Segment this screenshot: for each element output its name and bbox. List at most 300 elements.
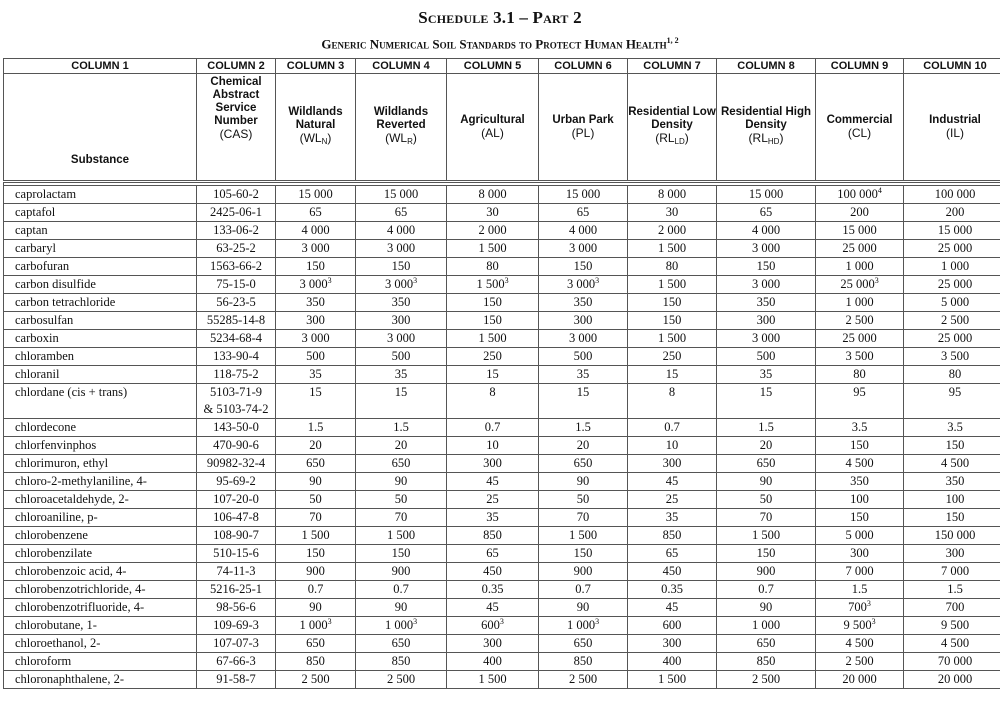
- standard-value-cell: [717, 581, 816, 599]
- standard-value: 15 000: [566, 187, 600, 201]
- standard-value: 150: [946, 438, 965, 452]
- standard-value: 1 500: [658, 331, 686, 345]
- standard-value-cell: [628, 222, 717, 240]
- standard-value-cell: [539, 527, 628, 545]
- standard-value: 150: [483, 295, 502, 309]
- table-row: [4, 419, 1000, 437]
- standard-value-cell: [447, 186, 539, 204]
- standard-value-cell: [904, 509, 1000, 527]
- header-label: Residential High Density: [721, 106, 811, 131]
- standard-value-cell: [904, 258, 1000, 276]
- standard-value-cell: [904, 473, 1000, 491]
- standard-value-cell: [717, 384, 816, 419]
- standard-value-cell: [628, 437, 717, 455]
- standard-value: 25 000: [842, 331, 876, 345]
- standard-value: 3 500: [845, 349, 873, 363]
- standard-value-cell: [447, 653, 539, 671]
- standard-value-cell: [628, 455, 717, 473]
- standard-value-cell: [447, 384, 539, 419]
- standard-value: 90: [395, 474, 408, 488]
- standard-value: 250: [663, 349, 682, 363]
- cas-number: 107-07-3: [197, 635, 275, 652]
- standard-value-cell: [356, 330, 447, 348]
- table-row: [4, 473, 1000, 491]
- column-number-1: COLUMN 1: [4, 59, 197, 74]
- footnote-marker: 3: [413, 276, 417, 285]
- standard-value-cell: [628, 581, 717, 599]
- standard-value: 95: [949, 385, 962, 399]
- standard-value-cell: [356, 276, 447, 294]
- standard-value: 80: [486, 259, 499, 273]
- standard-value-cell: [816, 186, 904, 204]
- standard-value: 15 000: [749, 187, 783, 201]
- standard-value-cell: [628, 419, 717, 437]
- standard-value-cell: [447, 258, 539, 276]
- standard-value-cell: [539, 276, 628, 294]
- standard-value: 3 000: [301, 331, 329, 345]
- standard-value-cell: [628, 258, 717, 276]
- standard-value: 90: [309, 600, 322, 614]
- table-row: [4, 294, 1000, 312]
- standard-value: 0.35: [482, 582, 504, 596]
- header-abbreviation: (PL): [539, 127, 627, 140]
- standard-value-cell: [816, 204, 904, 222]
- standard-value: 450: [663, 564, 682, 578]
- standard-value-cell: [539, 581, 628, 599]
- standard-value: 300: [483, 456, 502, 470]
- standard-value: 50: [760, 492, 773, 506]
- standard-value-cell: [276, 366, 356, 384]
- standard-value: 0.7: [308, 582, 324, 596]
- standard-value: 9 500: [941, 618, 969, 632]
- standard-value-cell: [276, 222, 356, 240]
- standard-value: 15: [760, 385, 773, 399]
- cas-number: 143-50-0: [197, 419, 275, 436]
- standard-value: 1 000: [941, 259, 969, 273]
- standard-value: 90: [309, 474, 322, 488]
- standard-value-cell: [447, 204, 539, 222]
- table-row: [4, 635, 1000, 653]
- table-row: [4, 599, 1000, 617]
- standard-value-cell: [816, 599, 904, 617]
- standard-value: 900: [574, 564, 593, 578]
- substance-cell: captafol: [4, 204, 197, 222]
- standard-value: 25 000: [938, 331, 972, 345]
- standard-value-cell: [628, 348, 717, 366]
- standard-value-cell: [816, 276, 904, 294]
- column-number-10: COLUMN 10: [904, 59, 1000, 74]
- standard-value: 20: [577, 438, 590, 452]
- abbr-subscript: LD: [675, 137, 685, 146]
- column-number-2: COLUMN 2: [197, 59, 276, 74]
- standard-value: 20: [395, 438, 408, 452]
- standard-value-cell: [717, 491, 816, 509]
- standard-value: 1 000: [752, 618, 780, 632]
- standard-value: 1 500: [301, 528, 329, 542]
- standard-value-cell: [356, 240, 447, 258]
- standard-value: 3 000: [567, 277, 595, 291]
- substance-cell: captan: [4, 222, 197, 240]
- standard-value: 150: [392, 259, 411, 273]
- standard-value-cell: [628, 671, 717, 689]
- standard-value-cell: [904, 653, 1000, 671]
- standard-value-cell: [816, 366, 904, 384]
- standard-value-cell: [276, 563, 356, 581]
- standard-value: 3 500: [941, 349, 969, 363]
- standard-value: 1 500: [752, 528, 780, 542]
- standard-value: 45: [666, 474, 679, 488]
- standard-value: 850: [757, 654, 776, 668]
- table-row: [4, 653, 1000, 671]
- standard-value-cell: [276, 545, 356, 563]
- substance-cell: chloranil: [4, 366, 197, 384]
- substance-cell: carbon tetrachloride: [4, 294, 197, 312]
- standard-value: 3 000: [752, 241, 780, 255]
- standard-value-cell: [717, 635, 816, 653]
- substance-cell: chlorobenzilate: [4, 545, 197, 563]
- standard-value: 3 000: [752, 277, 780, 291]
- standard-value: 65: [666, 546, 679, 560]
- standard-value-cell: [904, 635, 1000, 653]
- standard-value: 10: [486, 438, 499, 452]
- standard-value-cell: [356, 617, 447, 635]
- standard-value: 300: [392, 313, 411, 327]
- substance-cell: chlorobenzotrichloride, 4-: [4, 581, 197, 599]
- standard-value-cell: [904, 671, 1000, 689]
- standard-value: 0.7: [758, 582, 774, 596]
- cas-number: 1563-66-2: [197, 258, 275, 275]
- standard-value: 35: [577, 367, 590, 381]
- standard-value: 500: [392, 349, 411, 363]
- standard-value-cell: [447, 366, 539, 384]
- standard-value: 400: [483, 654, 502, 668]
- cas-cell: [197, 509, 276, 527]
- standard-value-cell: [356, 653, 447, 671]
- abbr-text: CAS: [224, 127, 249, 141]
- standard-value-cell: [276, 348, 356, 366]
- standard-value-cell: [447, 437, 539, 455]
- standard-value: 15 000: [298, 187, 332, 201]
- standard-value-cell: [356, 599, 447, 617]
- standard-value-cell: [628, 563, 717, 581]
- footnote-marker: 3: [328, 617, 332, 626]
- standard-value: 90: [760, 600, 773, 614]
- substance-cell: carbaryl: [4, 240, 197, 258]
- standard-value: 20: [309, 438, 322, 452]
- standard-value-cell: [628, 294, 717, 312]
- column-header-1: [4, 74, 197, 182]
- standard-value: 7 000: [941, 564, 969, 578]
- standard-value-cell: [539, 545, 628, 563]
- standard-value-cell: [628, 599, 717, 617]
- standard-value: 70: [577, 510, 590, 524]
- standard-value: 15: [486, 367, 499, 381]
- standard-value: 35: [486, 510, 499, 524]
- standard-value: 150: [574, 546, 593, 560]
- standard-value-cell: [816, 563, 904, 581]
- standard-value-cell: [628, 617, 717, 635]
- standard-value: 4 500: [941, 456, 969, 470]
- column-header-row: [4, 74, 1000, 182]
- standard-value-cell: [816, 671, 904, 689]
- footnote-marker: 3: [413, 617, 417, 626]
- standard-value-cell: [356, 581, 447, 599]
- abbr-subscript: R: [407, 137, 413, 146]
- standard-value-cell: [447, 509, 539, 527]
- cas-cell: [197, 222, 276, 240]
- standard-value: 650: [757, 456, 776, 470]
- soil-standards-table: [3, 58, 1000, 689]
- standard-value: 25: [486, 492, 499, 506]
- standard-value-cell: [356, 186, 447, 204]
- standard-value-cell: [816, 330, 904, 348]
- cas-number: 95-69-2: [197, 473, 275, 490]
- standard-value-cell: [816, 473, 904, 491]
- standard-value: 3 000: [752, 331, 780, 345]
- table-row: [4, 366, 1000, 384]
- standard-value: 1.5: [308, 420, 324, 434]
- standard-value: 400: [663, 654, 682, 668]
- standard-value: 5 000: [941, 295, 969, 309]
- standard-value-cell: [539, 294, 628, 312]
- standard-value: 150: [663, 295, 682, 309]
- standard-value: 850: [392, 654, 411, 668]
- standard-value-cell: [628, 276, 717, 294]
- standard-value: 1.5: [393, 420, 409, 434]
- standard-value: 300: [946, 546, 965, 560]
- cas-cell: [197, 671, 276, 689]
- subtitle-text: Generic Numerical Soil Standards to Protect Human Health: [321, 36, 666, 51]
- standard-value-cell: [447, 240, 539, 258]
- standard-value: 25 000: [842, 241, 876, 255]
- table-row: [4, 258, 1000, 276]
- standard-value: 2 500: [845, 313, 873, 327]
- standard-value-cell: [276, 599, 356, 617]
- standard-value: 650: [392, 456, 411, 470]
- standard-value-cell: [356, 348, 447, 366]
- standard-value-cell: [717, 276, 816, 294]
- header-label: Commercial: [827, 114, 893, 126]
- cas-cell: [197, 545, 276, 563]
- standard-value-cell: [356, 563, 447, 581]
- standard-value: 3 000: [387, 241, 415, 255]
- document-subtitle: [0, 36, 1000, 56]
- header-abbreviation: (IL): [904, 127, 1000, 140]
- standard-value: 3 000: [569, 241, 597, 255]
- cas-cell: [197, 330, 276, 348]
- standard-value: 30: [486, 205, 499, 219]
- standard-value: 350: [946, 474, 965, 488]
- standard-value-cell: [539, 473, 628, 491]
- standard-value-cell: [816, 258, 904, 276]
- standard-value: 35: [309, 367, 322, 381]
- standard-value-cell: [447, 527, 539, 545]
- standard-value-cell: [628, 312, 717, 330]
- cas-cell: [197, 527, 276, 545]
- substance-cell: chlorfenvinphos: [4, 437, 197, 455]
- standard-value-cell: [539, 186, 628, 204]
- header-abbreviation: $(WL_R)$: [356, 132, 446, 148]
- column-header-10: [904, 74, 1000, 182]
- standard-value: 350: [850, 474, 869, 488]
- standard-value: 4 500: [845, 636, 873, 650]
- standard-value-cell: [816, 527, 904, 545]
- standard-value-cell: [717, 294, 816, 312]
- standard-value: 80: [949, 367, 962, 381]
- standard-value: 8: [669, 385, 675, 399]
- standard-value: 8: [489, 385, 495, 399]
- standard-value: 80: [666, 259, 679, 273]
- cas-number: 2425-06-1: [197, 204, 275, 221]
- standard-value-cell: [717, 240, 816, 258]
- standard-value-cell: [717, 653, 816, 671]
- standard-value-cell: [717, 366, 816, 384]
- standard-value: 2 500: [387, 672, 415, 686]
- standard-value: 150 000: [935, 528, 976, 542]
- standard-value-cell: [356, 312, 447, 330]
- table-row: [4, 545, 1000, 563]
- standard-value-cell: [904, 581, 1000, 599]
- standard-value: 70 000: [938, 654, 972, 668]
- table-row: [4, 222, 1000, 240]
- standard-value: 350: [306, 295, 325, 309]
- header-abbreviation: (CL): [816, 127, 903, 140]
- cas-cell: [197, 491, 276, 509]
- standard-value-cell: [539, 437, 628, 455]
- standard-value: 1 500: [476, 277, 504, 291]
- footnote-marker: 3: [875, 276, 879, 285]
- standard-value-cell: [717, 617, 816, 635]
- standard-value-cell: [356, 366, 447, 384]
- standard-value: 600: [481, 618, 500, 632]
- footnote-marker: 3: [867, 599, 871, 608]
- standard-value-cell: [717, 204, 816, 222]
- standard-value-cell: [356, 258, 447, 276]
- standard-value-cell: [816, 312, 904, 330]
- standard-value: 1 500: [478, 241, 506, 255]
- substance-cell: carbofuran: [4, 258, 197, 276]
- standard-value: 300: [757, 313, 776, 327]
- standard-value-cell: [628, 653, 717, 671]
- standard-value-cell: [276, 527, 356, 545]
- column-header-6: [539, 74, 628, 182]
- standard-value-cell: [628, 240, 717, 258]
- standard-value: 20 000: [842, 672, 876, 686]
- standard-value-cell: [904, 222, 1000, 240]
- standard-value-cell: [276, 581, 356, 599]
- standard-value: 500: [757, 349, 776, 363]
- cas-number-secondary: & 5103-74-2: [197, 401, 275, 418]
- standard-value-cell: [717, 348, 816, 366]
- standard-value-cell: [717, 419, 816, 437]
- standard-value-cell: [447, 617, 539, 635]
- standard-value-cell: [904, 545, 1000, 563]
- standard-value-cell: [276, 330, 356, 348]
- standard-value: 650: [306, 636, 325, 650]
- cas-cell: [197, 617, 276, 635]
- standard-value: 650: [306, 456, 325, 470]
- standard-value: 15: [666, 367, 679, 381]
- standard-value: 50: [309, 492, 322, 506]
- standard-value-cell: [904, 330, 1000, 348]
- standard-value: 450: [483, 564, 502, 578]
- standard-value-cell: [447, 473, 539, 491]
- standard-value: 1.5: [852, 582, 868, 596]
- table-row: [4, 204, 1000, 222]
- footnote-marker: 3: [505, 276, 509, 285]
- standard-value-cell: [904, 384, 1000, 419]
- standard-value-cell: [717, 563, 816, 581]
- standard-value-cell: [276, 204, 356, 222]
- standard-value: 3 000: [385, 277, 413, 291]
- table-row: [4, 491, 1000, 509]
- standard-value-cell: [717, 222, 816, 240]
- standard-value: 25 000: [938, 277, 972, 291]
- cas-number: 55285-14-8: [197, 312, 275, 329]
- column-number-5: COLUMN 5: [447, 59, 539, 74]
- cas-cell: [197, 599, 276, 617]
- cas-cell: [197, 276, 276, 294]
- table-row: [4, 437, 1000, 455]
- cas-number: 75-15-0: [197, 276, 275, 293]
- header-label: Urban Park: [552, 114, 613, 126]
- standard-value-cell: [628, 473, 717, 491]
- standard-value: 65: [309, 205, 322, 219]
- standard-value: 70: [395, 510, 408, 524]
- standard-value-cell: [628, 509, 717, 527]
- standard-value-cell: [539, 455, 628, 473]
- standard-value-cell: [816, 545, 904, 563]
- standard-value-cell: [356, 527, 447, 545]
- standard-value-cell: [816, 240, 904, 258]
- standard-value-cell: [276, 186, 356, 204]
- cas-cell: [197, 635, 276, 653]
- table-row: [4, 312, 1000, 330]
- table-row: [4, 186, 1000, 204]
- substance-cell: chlordecone: [4, 419, 197, 437]
- standard-value-cell: [276, 240, 356, 258]
- cas-number: 5234-68-4: [197, 330, 275, 347]
- standard-value: 0.7: [393, 582, 409, 596]
- standard-value: 600: [663, 618, 682, 632]
- standard-value: 650: [574, 456, 593, 470]
- standard-value: 500: [306, 349, 325, 363]
- column-header-4: [356, 74, 447, 182]
- standard-value-cell: [717, 545, 816, 563]
- table-row: [4, 455, 1000, 473]
- standard-value: 35: [760, 367, 773, 381]
- table-row: [4, 330, 1000, 348]
- standard-value: 2 500: [941, 313, 969, 327]
- standard-value-cell: [276, 635, 356, 653]
- standard-value-cell: [276, 258, 356, 276]
- substance-cell: chlorobenzene: [4, 527, 197, 545]
- subtitle-footnote: 1, 2: [667, 36, 679, 45]
- standard-value: 2 500: [845, 654, 873, 668]
- table-row: [4, 276, 1000, 294]
- standard-value: 1.5: [575, 420, 591, 434]
- cas-number: 106-47-8: [197, 509, 275, 526]
- standard-value-cell: [356, 384, 447, 419]
- abbr-text: WL: [304, 131, 322, 145]
- standard-value: 1 000: [845, 259, 873, 273]
- header-label: Industrial: [929, 114, 981, 126]
- cas-number: 63-25-2: [197, 240, 275, 257]
- cas-cell: [197, 653, 276, 671]
- abbr-text: AL: [485, 126, 500, 140]
- standard-value: 850: [663, 528, 682, 542]
- header-label: Chemical Abstract Service Number: [210, 76, 261, 127]
